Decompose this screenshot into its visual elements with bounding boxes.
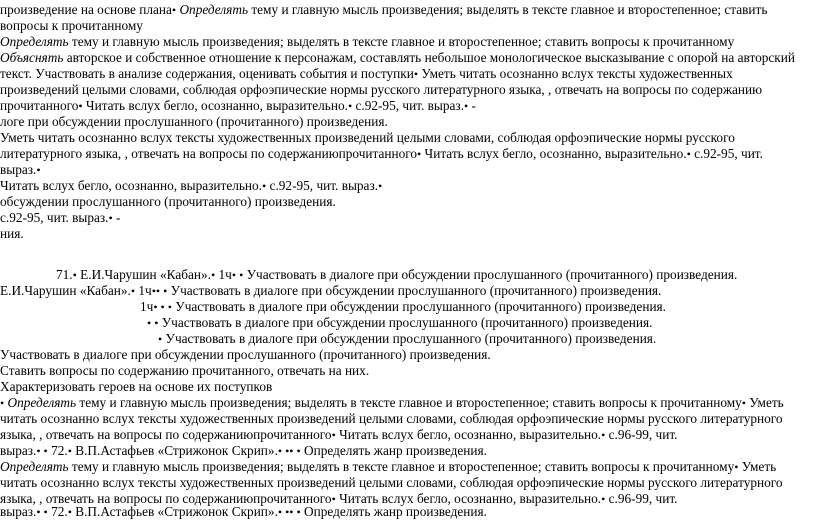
bullet: • [293, 505, 301, 519]
bullet: • [171, 3, 177, 17]
bullet: • [153, 300, 158, 314]
bullet: • [686, 147, 691, 161]
text-run: 1ч [140, 299, 154, 314]
text-run: - [468, 98, 476, 113]
bullet: • [36, 505, 41, 519]
text-line [0, 177, 816, 194]
bullet: • [151, 284, 156, 298]
bullet: • [36, 163, 41, 177]
text-run: языка, , отвечать на вопросы по содержаниюпрочитанного [0, 427, 332, 442]
text-line [0, 442, 816, 459]
text-run: Читать вслух бегло, осознанно, выразительно. [421, 146, 687, 161]
text-run: Е.И.Чарушин «Кабан». [0, 283, 131, 298]
text-line [140, 298, 816, 315]
text-run: обсуждении прослушанного (прочитанного) произведения. [0, 194, 336, 209]
bullet: • [734, 460, 739, 474]
text-run: В.П.Астафьев «Стрижонок Скрип». [71, 443, 278, 458]
bullet: • [108, 211, 113, 225]
text-run: Читать вслух бегло, осознанно, выразительно. [335, 491, 602, 506]
text-run-italic: Определять [176, 2, 249, 17]
bullet: • [157, 300, 165, 314]
text-run: Определять жанр произведения. [300, 443, 487, 458]
bullet: • [78, 99, 83, 113]
text-run: 72. [47, 443, 68, 458]
text-run: тему и главную мысль произведения; выделять в тексте главное и второстепенное; ставить вопросы к прочитанному [76, 395, 742, 410]
text-run: Уметь [745, 395, 784, 410]
text-run: вопросы к прочитанному [0, 18, 143, 33]
text-line [0, 49, 816, 66]
text-line [0, 81, 816, 98]
text-line [0, 33, 816, 50]
text-run: с.92-95, чит. выраз. [266, 178, 379, 193]
bullet: • [331, 428, 336, 442]
bullet: •• [282, 505, 294, 519]
text-line [0, 378, 816, 395]
text-run: - [112, 210, 121, 225]
text-run: Участвовать в диалоге при обсуждении прослушанного (прочитанного) произведения. [162, 331, 657, 346]
text-run: Читать вслух бегло, осознанно, выразительно. [0, 178, 263, 193]
bullet: • [40, 505, 48, 519]
text-run: 72. [47, 504, 68, 519]
text-run: тему и главную мысль произведения; выделять в тексте главное и второстепенное; ставить вопросы к прочитанному [68, 34, 735, 49]
text-run-italic: Объяснять [0, 50, 64, 65]
text-line [158, 330, 816, 347]
text-run-italic: Определять [4, 395, 77, 410]
text-run: авторское и собственное отношение к персонажам, составлять небольшое монологическое высказывание с опорой на авторский [63, 50, 795, 65]
text-line [0, 129, 816, 146]
bullet: • [463, 99, 469, 113]
bullet: • [417, 147, 422, 161]
text-run: языка, , отвечать на вопросы по содержаниюпрочитанного [0, 491, 332, 506]
bullet: • [67, 505, 72, 519]
text-run-italic: Определять [0, 34, 69, 49]
text-line [0, 474, 816, 491]
text-run-italic: Определять [0, 459, 69, 474]
bullet: • [277, 444, 283, 458]
text-run: 1ч [215, 267, 232, 282]
text-line [0, 362, 816, 379]
bullet: • [741, 396, 746, 410]
text-run: читать осознанно вслух тексты художественных произведений целыми словами, соблюдая орфоэпические нормы русского литературного [0, 411, 783, 426]
bullet: • [67, 444, 72, 458]
text-line [0, 145, 816, 162]
bullet: • [151, 316, 159, 330]
text-line [0, 394, 816, 411]
bullet: • [0, 396, 5, 410]
text-run: с.92-95, чит. выраз. [352, 98, 464, 113]
text-line [0, 426, 816, 443]
text-line [0, 503, 816, 520]
bullet: • [378, 179, 383, 193]
bullet: • [130, 284, 136, 298]
text-run: Участвовать в диалоге при обсуждении прослушанного (прочитанного) произведения. [158, 315, 653, 330]
text-line [0, 458, 816, 475]
text-run: Определять жанр произведения. [300, 504, 487, 519]
text-run: прочитанного [0, 98, 79, 113]
text-line [0, 113, 816, 130]
text-line [0, 225, 816, 242]
text-line [0, 209, 816, 226]
bullet: • [413, 67, 419, 81]
bullet: • [231, 268, 237, 282]
text-run: логе при обсуждении прослушанного (прочитанного) произведения. [0, 114, 388, 129]
bullet: • [347, 99, 353, 113]
text-line [0, 193, 816, 210]
text-line [0, 65, 816, 82]
text-run: выраз. [0, 162, 37, 177]
text-run: Е.И.Чарушин «Кабан». [76, 267, 211, 282]
text-line [0, 17, 816, 34]
text-line [56, 266, 816, 283]
text-run: Уметь [738, 459, 777, 474]
text-run: тему и главную мысль произведения; выделять в тексте главное и второстепенное; ставить вопросы к прочитанному [68, 459, 735, 474]
text-run: с.96-99, чит. [605, 491, 678, 506]
text-line [0, 410, 816, 427]
text-run: Уметь читать осознанно вслух тексты художественных [418, 66, 733, 81]
bullet: • [601, 428, 606, 442]
bullet: • [211, 268, 216, 282]
text-run: В.П.Астафьев «Стрижонок Скрип». [71, 504, 278, 519]
text-line [147, 314, 816, 331]
text-line [0, 282, 816, 299]
text-run: выраз. [0, 504, 37, 519]
bullet: •• [282, 444, 294, 458]
text-line [0, 97, 816, 114]
bullet: • [36, 444, 41, 458]
text-run: Участвовать в диалоге при обсуждении прослушанного (прочитанного) произведения. [0, 347, 491, 362]
text-run: выраз. [0, 443, 37, 458]
bullet: • [72, 268, 77, 282]
text-run: Участвовать в диалоге при обсуждении прослушанного (прочитанного) произведения. [171, 299, 666, 314]
bullet: • [160, 284, 168, 298]
text-run: Читать вслух бегло, осознанно, выразительно. [82, 98, 348, 113]
text-run: Участвовать в диалоге при обсуждении прослушанного (прочитанного) произведения. [243, 267, 738, 282]
bullet: • [601, 492, 606, 506]
bullet: • [236, 268, 244, 282]
text-run: с.96-99, чит. [605, 427, 678, 442]
text-run: Характеризовать героев на основе их поступков [0, 379, 273, 394]
text-run: с.92-95, чит. выраз. [0, 210, 109, 225]
bullet: • [164, 300, 172, 314]
bullet: • [262, 179, 267, 193]
text-line [0, 346, 816, 363]
bullet: • [147, 316, 152, 330]
text-run: литературного языка, , отвечать на вопросы по содержаниюпрочитанного [0, 146, 418, 161]
text-run: произведение на основе плана [0, 2, 172, 17]
bullet: • [293, 444, 301, 458]
text-run: Читать вслух бегло, осознанно, выразительно. [335, 427, 602, 442]
text-run: тему и главную мысль произведения; выделять в тексте главное и второстепенное; ставить [248, 2, 768, 17]
text-line [0, 1, 816, 18]
bullet: • [40, 444, 48, 458]
bullet: • [158, 332, 163, 346]
text-run: Уметь читать осознанно вслух тексты художественных произведений целыми словами, соблюдая орфоэпические нормы русского [0, 130, 735, 145]
bullet: • [277, 505, 283, 519]
text-run: ния. [0, 226, 24, 241]
text-run: 71. [56, 267, 73, 282]
text-run: с.92-95, чит. [690, 146, 763, 161]
text-run: текст. Участвовать в анализе содержания, оценивать события и поступки [0, 66, 414, 81]
text-run: Ставить вопросы по содержанию прочитанного, отвечать на них. [0, 363, 370, 378]
text-run: Участвовать в диалоге при обсуждении прослушанного (прочитанного) произведения. [167, 283, 662, 298]
text-run: читать осознанно вслух тексты художественных произведений целыми словами, соблюдая орфоэпические нормы русского литературного [0, 475, 783, 490]
bullet: • [331, 492, 336, 506]
text-line [0, 161, 816, 178]
bullet: • [155, 284, 161, 298]
text-run: 1ч [135, 283, 152, 298]
text-run: произведений целыми словами, соблюдая орфоэпические нормы русского литературного языка, , отвечать на вопросы по содержанию [0, 82, 763, 97]
